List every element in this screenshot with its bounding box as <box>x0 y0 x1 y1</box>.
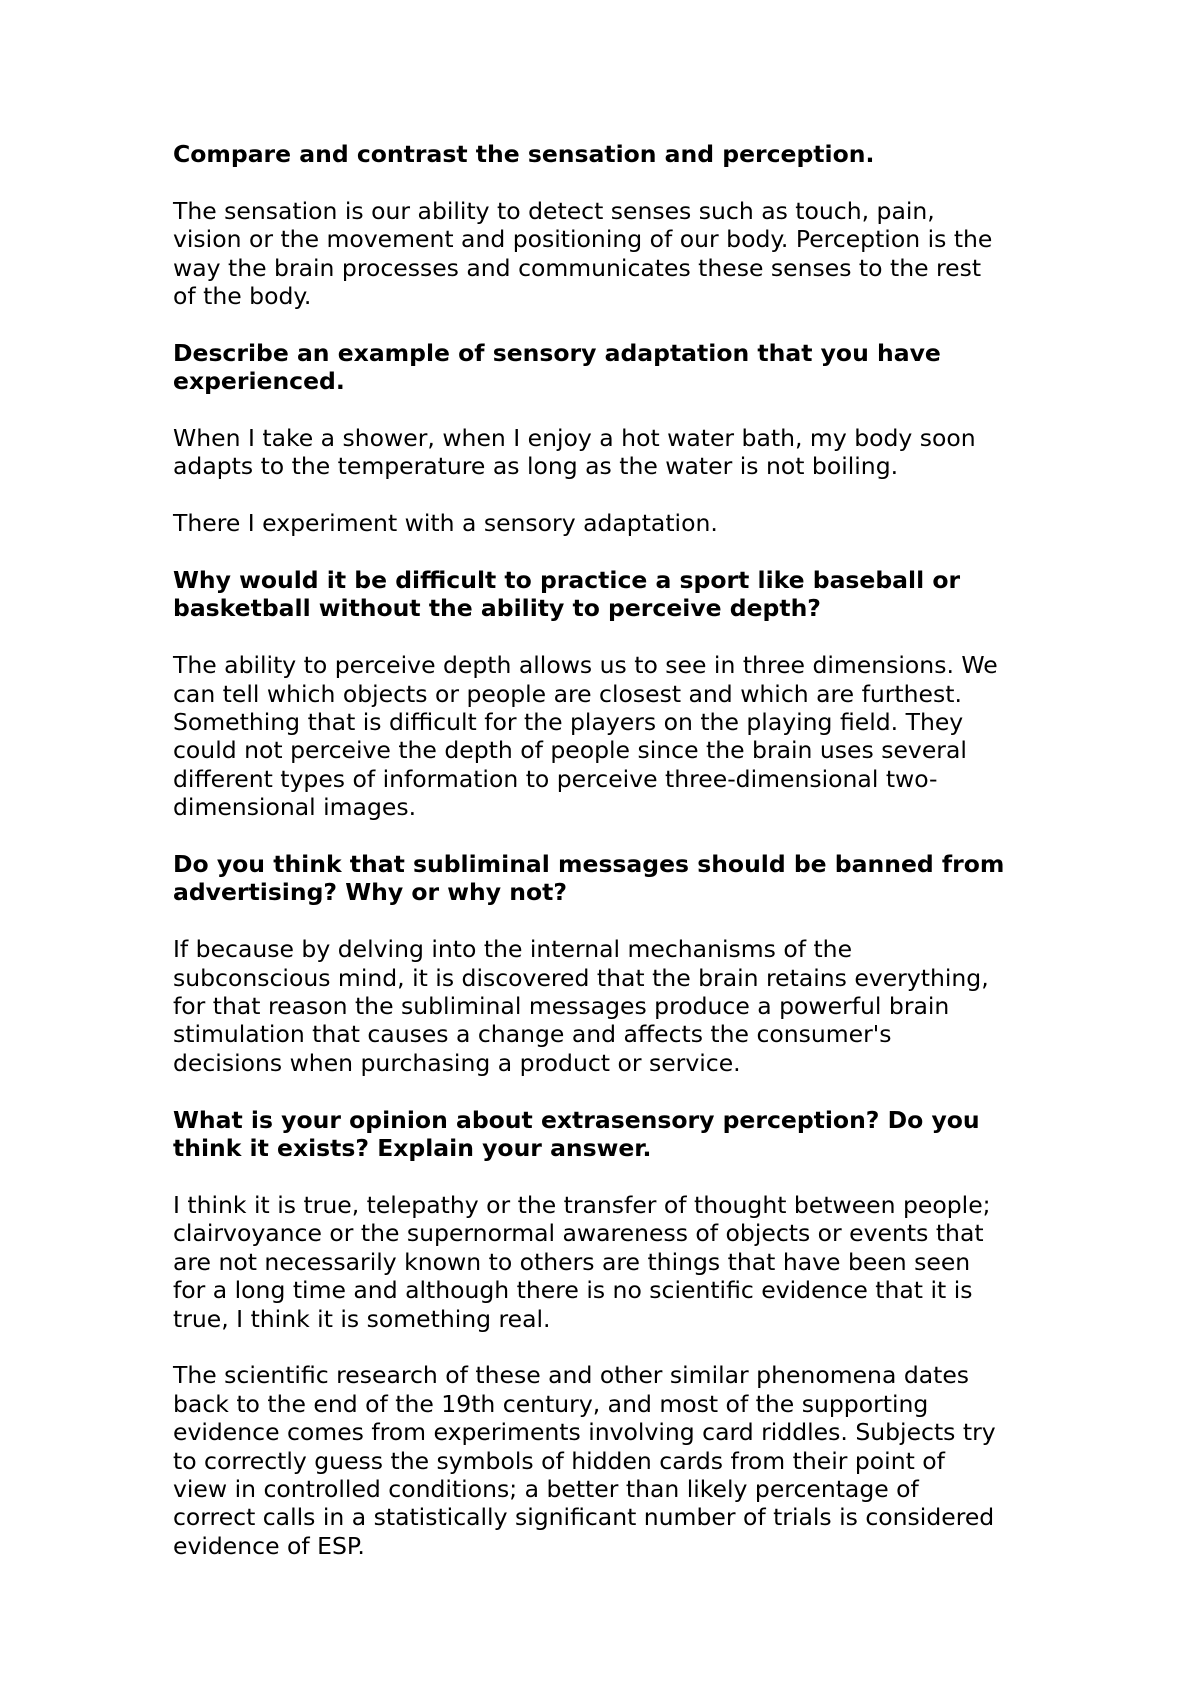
text-line: correct calls in a statistically significant number of trials is considered <box>173 1503 995 1532</box>
text-line: subconscious mind, it is discovered that the brain retains everything, <box>173 963 989 992</box>
question-heading <box>173 140 1053 168</box>
text-line: think it exists? Explain your answer. <box>173 1134 652 1163</box>
text-line: for that reason the subliminal messages produce a powerful brain <box>173 992 950 1021</box>
text-line: dimensional images. <box>173 793 417 822</box>
text-line: Do you think that subliminal messages should be banned from <box>173 850 1005 879</box>
text-line: The scientific research of these and other similar phenomena dates <box>173 1361 970 1390</box>
document-page <box>173 140 1053 1560</box>
text-line: back to the end of the 19th century, and most of the supporting <box>173 1389 929 1418</box>
text-line: are not necessarily known to others are things that have been seen <box>173 1247 971 1276</box>
text-line: The ability to perceive depth allows us to see in three dimensions. We <box>173 651 998 680</box>
text-line: Why would it be difficult to practice a sport like baseball or <box>173 566 961 595</box>
text-line: Describe an example of sensory adaptation that you have <box>173 338 941 367</box>
text-line: way the brain processes and communicates these senses to the rest <box>173 253 982 282</box>
text-line: vision or the movement and positioning of our body. Perception is the <box>173 225 993 254</box>
text-line: evidence of ESP. <box>173 1531 365 1560</box>
answer-paragraph <box>173 509 1053 537</box>
question-heading <box>173 566 1053 623</box>
text-line: for a long time and although there is no scientific evidence that it is <box>173 1276 973 1305</box>
text-line: advertising? Why or why not? <box>173 878 567 907</box>
text-line: of the body. <box>173 282 312 311</box>
text-line: If because by delving into the internal mechanisms of the <box>173 935 853 964</box>
text-line: evidence comes from experiments involving card riddles. Subjects try <box>173 1418 996 1447</box>
text-line: can tell which objects or people are closest and which are furthest. <box>173 679 962 708</box>
text-line: clairvoyance or the supernormal awareness of objects or events that <box>173 1219 984 1248</box>
text-line: Compare and contrast the sensation and perception. <box>173 140 875 168</box>
text-line: decisions when purchasing a product or service. <box>173 1048 741 1077</box>
text-line: different types of information to perceive three-dimensional two- <box>173 764 938 793</box>
text-line: There I experiment with a sensory adaptation. <box>173 509 718 538</box>
answer-paragraph <box>173 935 1053 1077</box>
question-heading <box>173 339 1053 396</box>
question-heading <box>173 1106 1053 1163</box>
text-line: stimulation that causes a change and affects the consumer's <box>173 1020 892 1049</box>
text-line: basketball without the ability to perceive depth? <box>173 594 821 623</box>
text-line: The sensation is our ability to detect senses such as touch, pain, <box>173 196 935 225</box>
text-line: to correctly guess the symbols of hidden cards from their point of <box>173 1446 945 1475</box>
answer-paragraph <box>173 424 1053 481</box>
text-line: Something that is difficult for the players on the playing field. They <box>173 708 964 737</box>
answer-paragraph <box>173 651 1053 821</box>
text-line: experienced. <box>173 367 345 396</box>
answer-paragraph <box>173 1191 1053 1333</box>
text-line: I think it is true, telepathy or the transfer of thought between people; <box>173 1190 991 1219</box>
answer-paragraph <box>173 1361 1053 1560</box>
text-line: true, I think it is something real. <box>173 1304 551 1333</box>
question-heading <box>173 850 1053 907</box>
text-line: What is your opinion about extrasensory perception? Do you <box>173 1105 980 1134</box>
text-line: When I take a shower, when I enjoy a hot water bath, my body soon <box>173 424 976 453</box>
text-line: adapts to the temperature as long as the water is not boiling. <box>173 452 899 481</box>
answer-paragraph <box>173 197 1053 311</box>
text-line: could not perceive the depth of people since the brain uses several <box>173 736 967 765</box>
text-line: view in controlled conditions; a better than likely percentage of <box>173 1474 919 1503</box>
